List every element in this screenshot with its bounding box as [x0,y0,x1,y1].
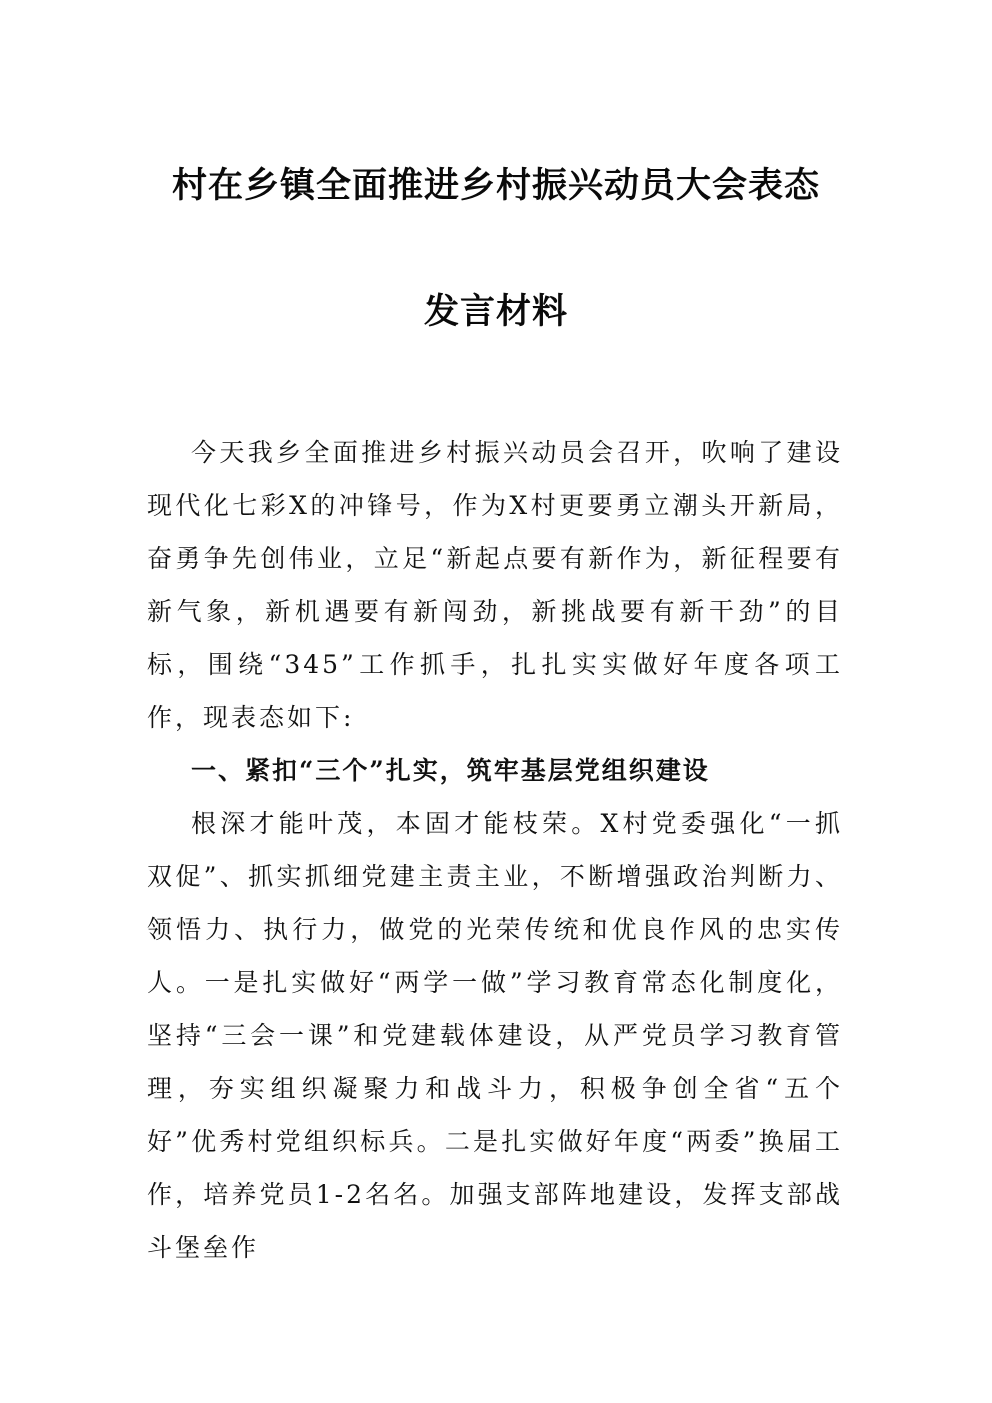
document-body [147,426,843,1274]
document-title-line-1: 村在乡镇全面推进乡村振兴动员大会表态 [171,165,820,206]
section-1-heading: 一、紧扣“三个”扎实，筑牢基层党组织建设 [191,756,710,785]
intro-paragraph: 今天我乡全面推进乡村振兴动员会召开，吹响了建设现代化七彩X的冲锋号，作为X村更要勇立潮头开新局，奋勇争先创伟业，立足“新起点要有新作为，新征程要有新气象，新机遇要有新闯劲，新挑战要有新干劲”的目标，围绕“345”工作抓手，扎扎实实做好年度各项工作，现表态如下: [147,438,843,732]
document-title-line-2: 发言材料 [423,291,568,332]
section-1-paragraph: 根深才能叶茂，本固才能枝荣。X村党委强化“一抓双促”、抓实抓细党建主责主业，不断增强政治判断力、领悟力、执行力，做党的光荣传统和优良作风的忠实传人。一是扎实做好“两学一做”学习教育常态化制度化，坚持“三会一课”和党建载体建设，从严党员学习教育管理，夯实组织凝聚力和战斗力，积极争创全省“五个好”优秀村党组织标兵。二是扎实做好年度“两委”换届工作，培养党员1-2名名。加强支部阵地建设，发挥支部战斗堡垒作 [147,809,843,1262]
